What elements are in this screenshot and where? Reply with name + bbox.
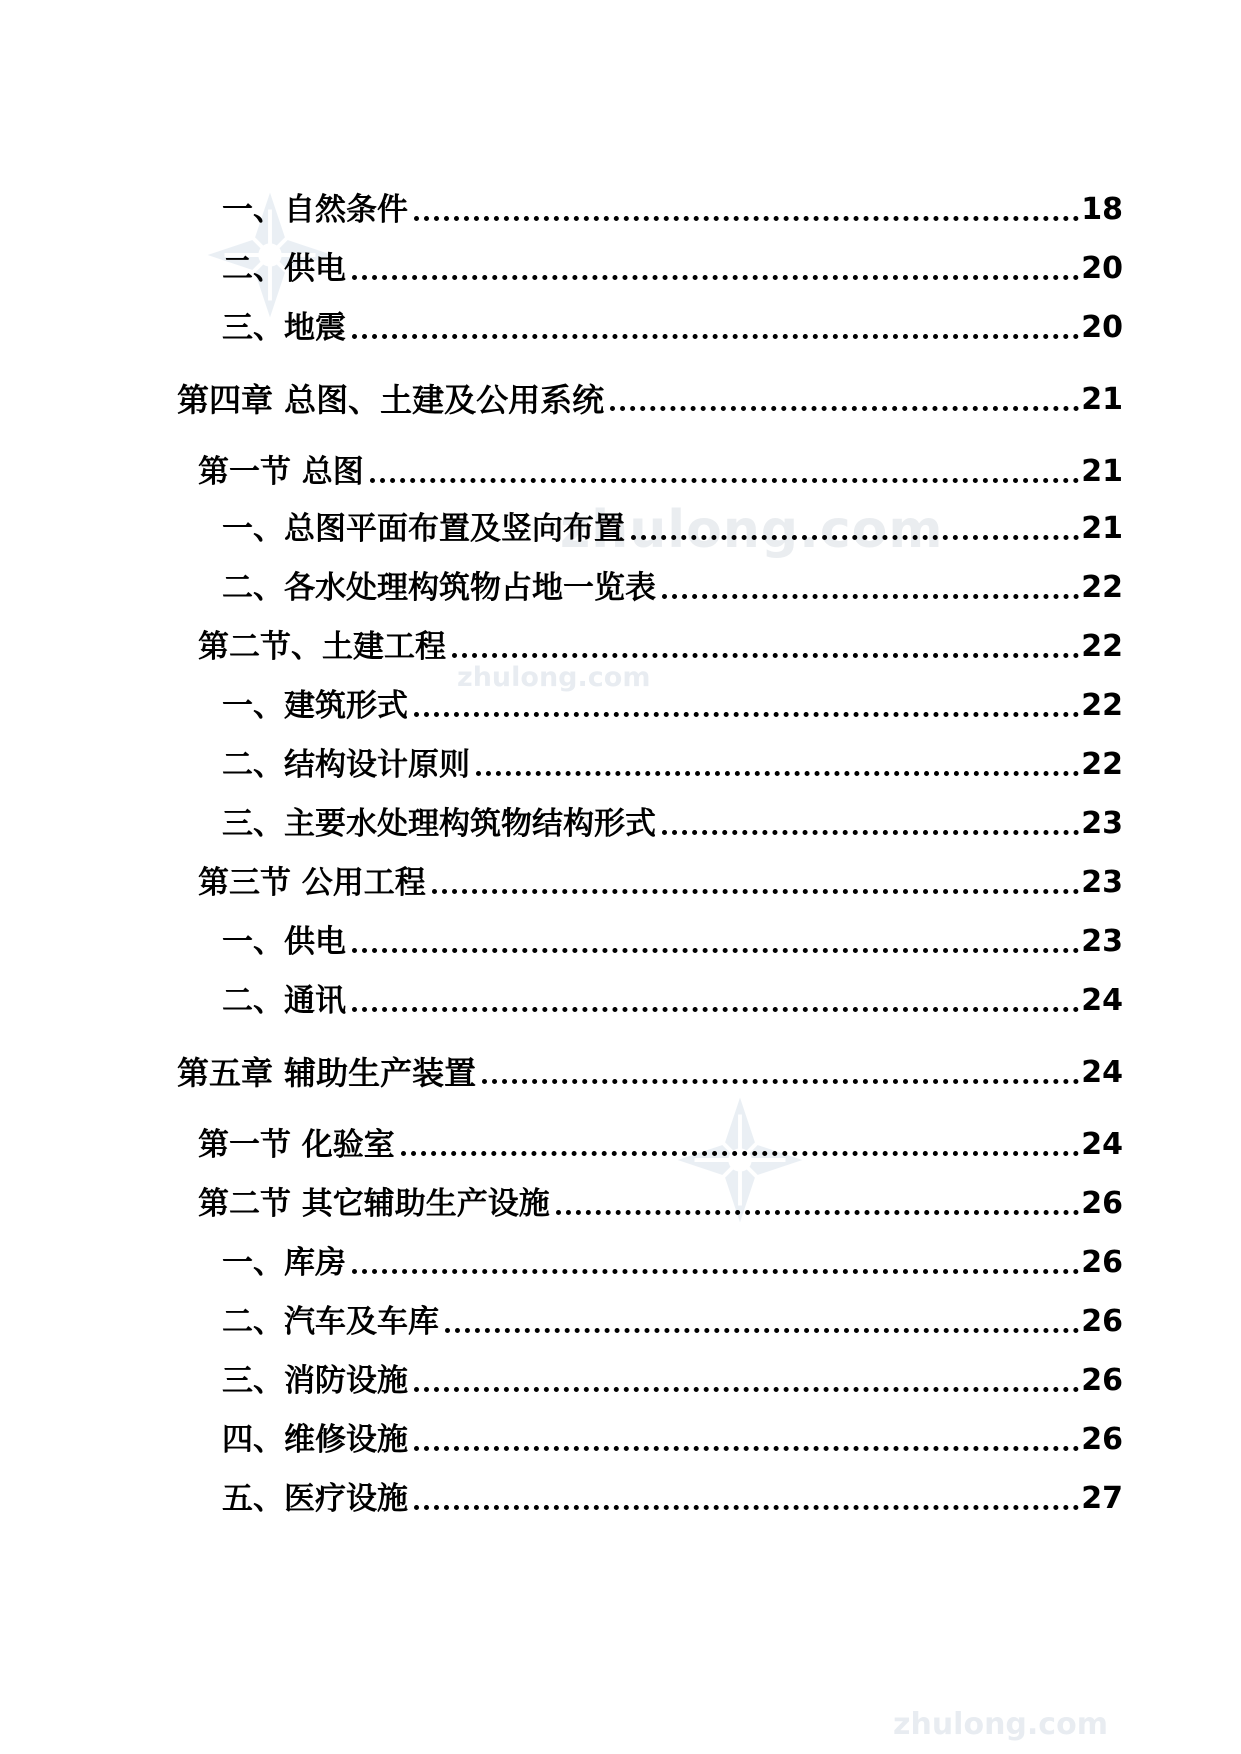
dot-leader [445,1328,1079,1333]
dot-leader [414,1505,1079,1510]
toc-entry[interactable] [222,682,1123,726]
dot-leader [432,889,1079,894]
dot-leader [414,1387,1079,1392]
dot-leader [662,830,1079,835]
toc-entry-label: 第二节、土建工程 [198,629,446,665]
toc-entry[interactable] [222,977,1123,1021]
dot-leader [414,712,1079,717]
dot-leader [352,948,1079,953]
dot-leader [401,1151,1079,1156]
dot-leader [452,653,1079,658]
dot-leader [352,1269,1079,1274]
toc-entry-label: 二、结构设计原则 [222,747,470,783]
toc-entry-label: 三、主要水处理构筑物结构形式 [222,806,656,842]
dot-leader [352,334,1079,339]
dot-leader [610,406,1079,411]
toc-entry[interactable] [222,1239,1123,1283]
toc-entry[interactable] [198,1121,1123,1165]
toc-entry[interactable] [177,1049,1123,1093]
toc-entry-page-number: 22 [1081,629,1123,664]
toc-entry-page-number: 26 [1081,1186,1123,1221]
toc-entry-page-number: 21 [1081,454,1123,489]
toc-entry-label: 一、总图平面布置及竖向布置 [222,511,625,547]
toc-entry[interactable] [222,741,1123,785]
toc-entry-label: 一、库房 [222,1245,346,1281]
toc-entry-label: 第五章 辅助生产装置 [177,1054,477,1092]
dot-leader [482,1079,1079,1084]
toc-entry-label: 第四章 总图、土建及公用系统 [177,381,605,419]
toc-entry-page-number: 24 [1081,983,1123,1018]
toc-entry-page-number: 21 [1081,511,1123,546]
toc-entry-page-number: 18 [1081,192,1123,227]
toc-entry[interactable] [222,186,1123,230]
dot-leader [352,275,1079,280]
watermark-text: zhulong.com [560,500,944,560]
toc-entry[interactable] [222,304,1123,348]
toc-entry-label: 第二节 其它辅助生产设施 [198,1186,550,1222]
toc-entry-label: 一、供电 [222,924,346,960]
toc-entry-page-number: 27 [1081,1481,1123,1516]
toc-entry-label: 四、维修设施 [222,1422,408,1458]
dot-leader [631,535,1079,540]
toc-entry-page-number: 22 [1081,570,1123,605]
toc-entry[interactable] [222,918,1123,962]
dot-leader [476,771,1079,776]
toc-entry-page-number: 20 [1081,251,1123,286]
toc-entry-page-number: 26 [1081,1245,1123,1280]
toc-entry-label: 二、汽车及车库 [222,1304,439,1340]
toc-entry-label: 第一节 化验室 [198,1127,395,1163]
toc-entry-page-number: 20 [1081,310,1123,345]
toc-entry[interactable] [222,505,1123,549]
toc-entry-label: 三、地震 [222,310,346,346]
toc-entry-label: 第一节 总图 [198,454,364,490]
toc-entry-page-number: 21 [1081,382,1123,417]
toc-entry[interactable] [222,1357,1123,1401]
toc-entry-label: 二、供电 [222,251,346,287]
toc-entry-page-number: 24 [1081,1127,1123,1162]
toc-entry-page-number: 26 [1081,1363,1123,1398]
toc-entry[interactable] [198,448,1123,492]
toc-entry[interactable] [198,1180,1123,1224]
dot-leader [370,478,1079,483]
toc-entry-label: 三、消防设施 [222,1363,408,1399]
toc-entry-label: 五、医疗设施 [222,1481,408,1517]
toc-entry[interactable] [198,623,1123,667]
toc-entry-page-number: 26 [1081,1422,1123,1457]
toc-entry-label: 一、自然条件 [222,192,408,228]
toc-entry-label: 第三节 公用工程 [198,865,426,901]
toc-entry-label: 二、各水处理构筑物占地一览表 [222,570,656,606]
dot-leader [414,216,1079,221]
toc-entry-label: 一、建筑形式 [222,688,408,724]
toc-entry[interactable] [198,859,1123,903]
toc-entry-page-number: 23 [1081,865,1123,900]
toc-entry-label: 二、通讯 [222,983,346,1019]
dot-leader [414,1446,1079,1451]
toc-entry-page-number: 23 [1081,806,1123,841]
toc-entry[interactable] [222,1298,1123,1342]
toc-entry-page-number: 22 [1081,747,1123,782]
watermark-text: zhulong.com [893,1707,1108,1742]
toc-entry[interactable] [222,1475,1123,1519]
toc-entry-page-number: 23 [1081,924,1123,959]
toc-entry[interactable] [222,1416,1123,1460]
toc-entry[interactable] [222,800,1123,844]
dot-leader [352,1007,1079,1012]
dot-leader [556,1210,1079,1215]
toc-entry[interactable] [222,564,1123,608]
toc-entry-page-number: 26 [1081,1304,1123,1339]
dot-leader [662,594,1079,599]
toc-entry[interactable] [177,376,1123,420]
toc-entry-page-number: 24 [1081,1055,1123,1090]
toc-entry-page-number: 22 [1081,688,1123,723]
watermark-text: zhulong.com [457,662,651,693]
toc-entry[interactable] [222,245,1123,289]
